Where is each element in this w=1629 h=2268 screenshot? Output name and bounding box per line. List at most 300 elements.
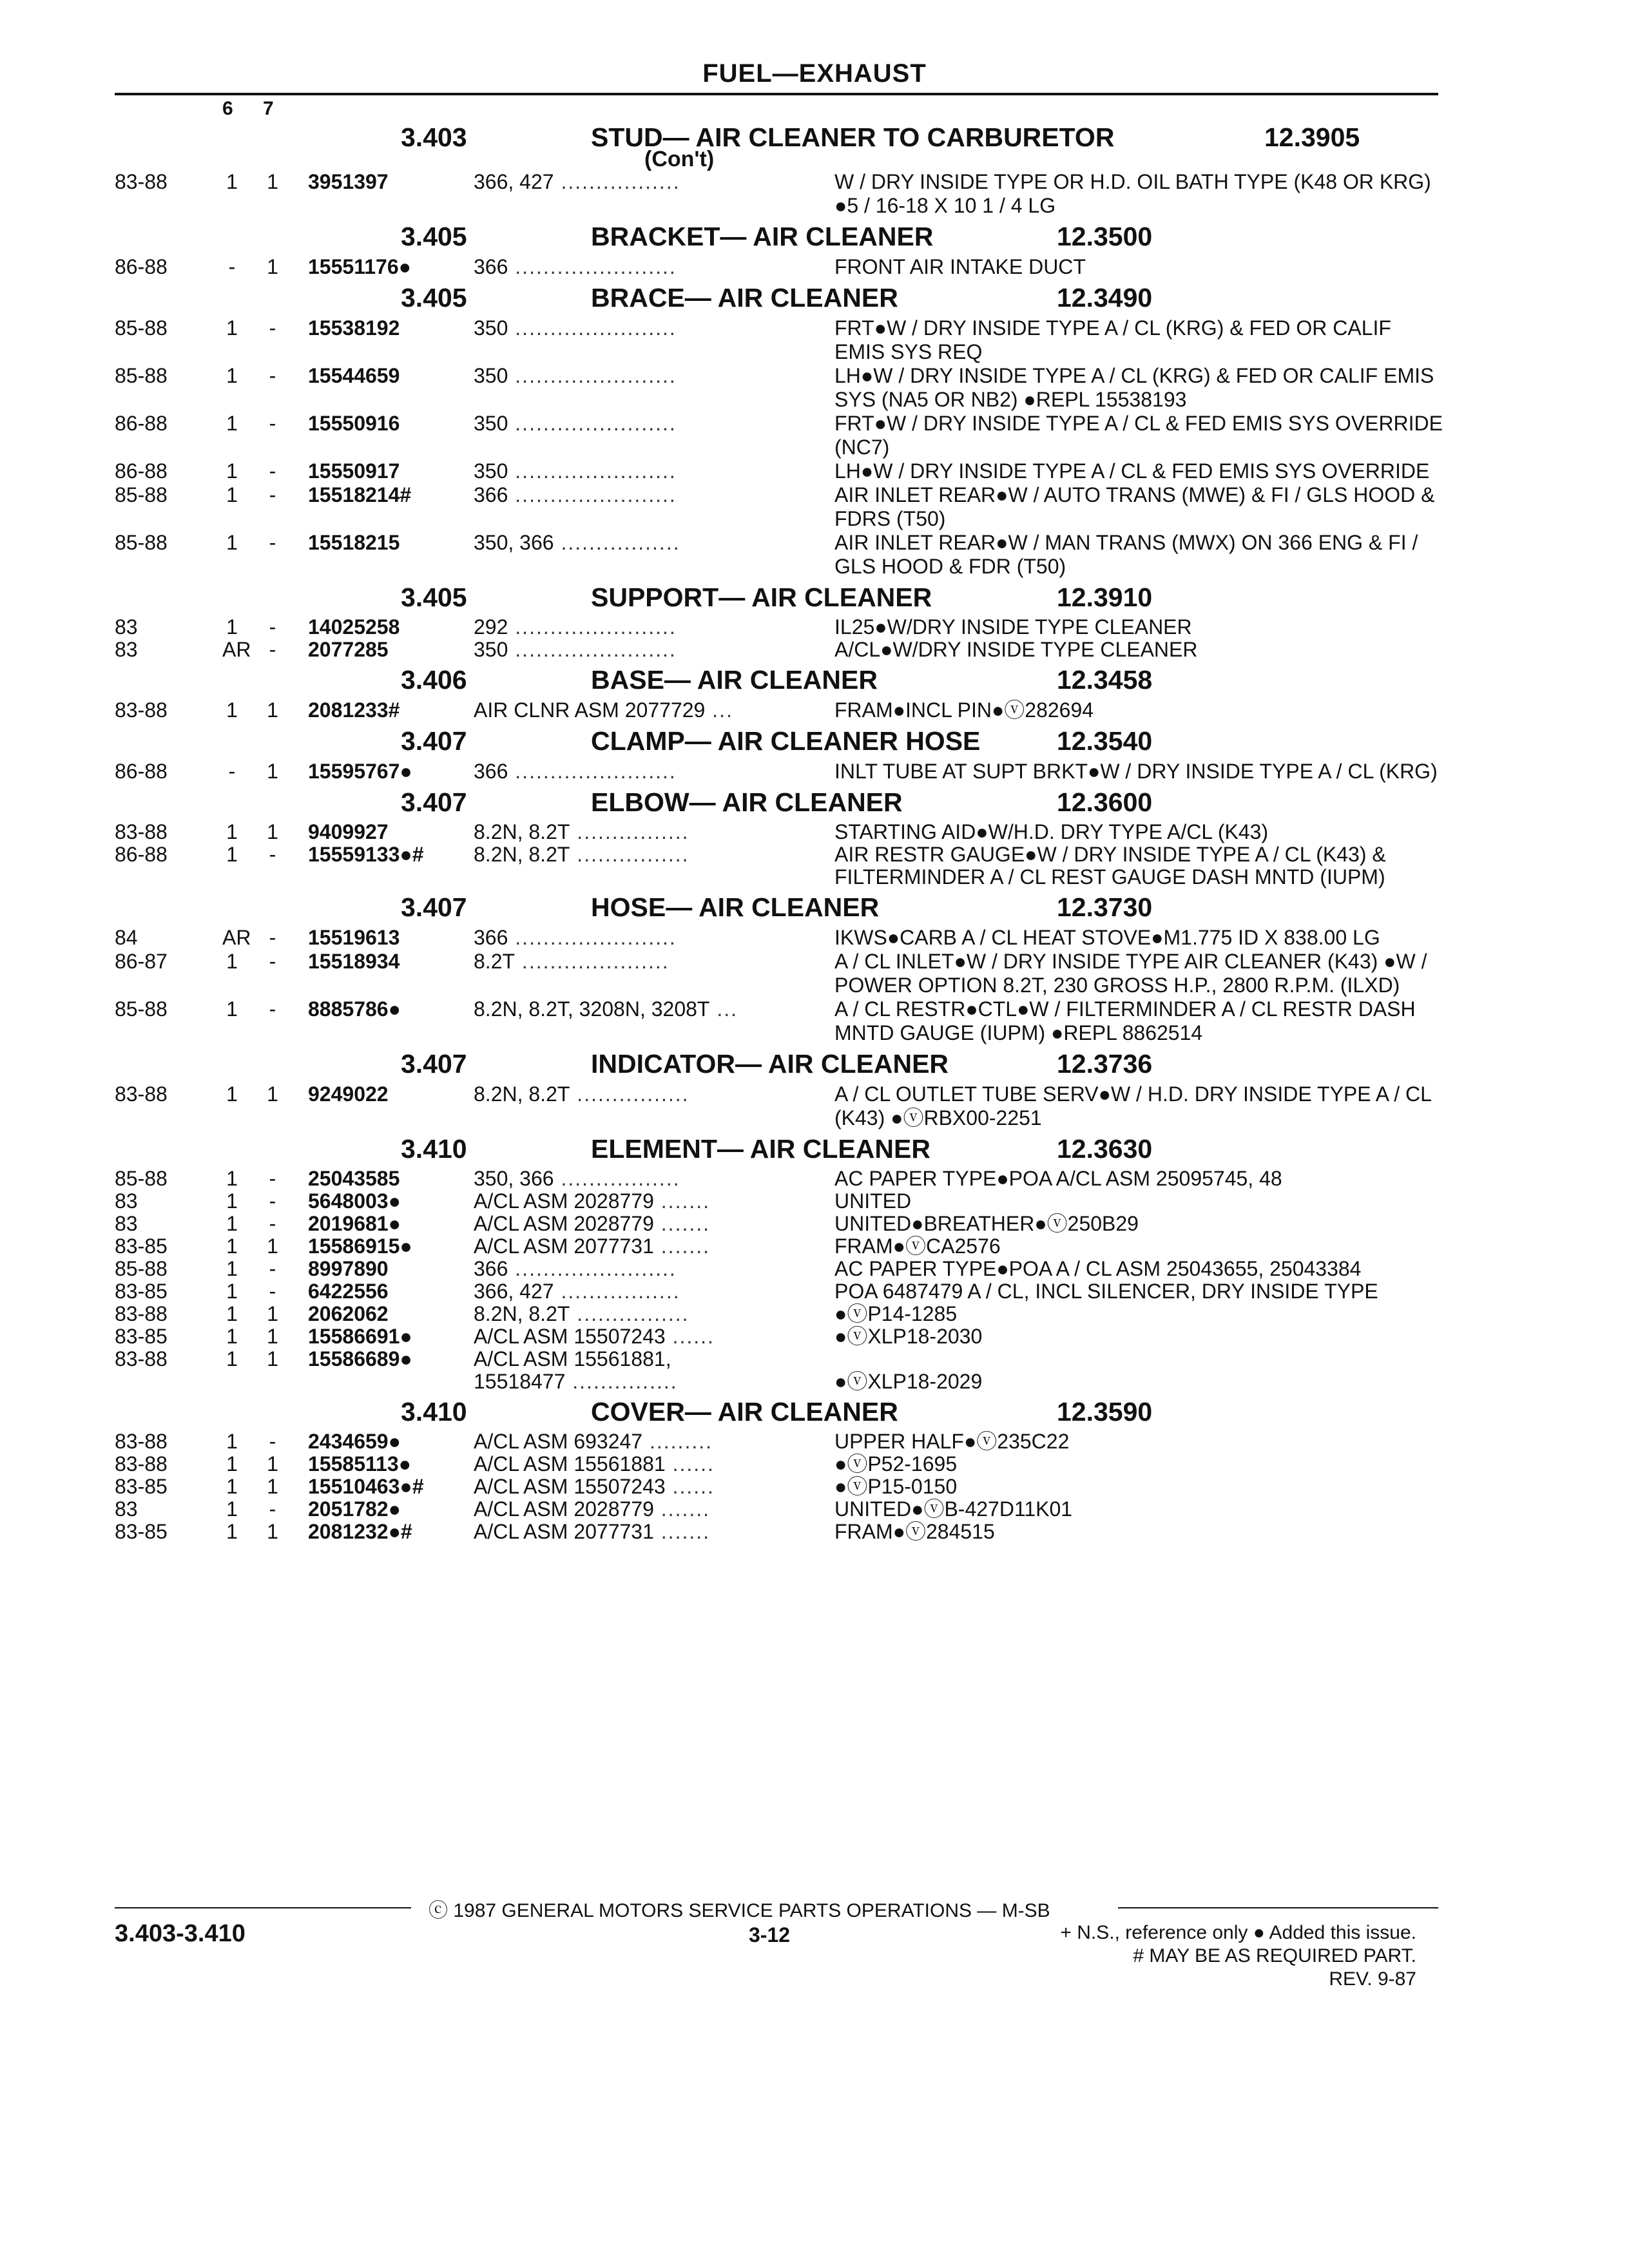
quantity-col-6: 1 [226,1167,238,1190]
section-header [0,279,1629,316]
part-row [0,1453,1629,1475]
part-number: 2081232●# [308,1520,412,1543]
leader-dots: ....... [653,1190,711,1213]
leader-dots: ............... [565,1370,678,1393]
section-code: 12.3540 [1057,726,1153,756]
quantity-col-7: 1 [267,698,278,722]
usage: A/CL ASM 15507243 [474,1475,666,1498]
model-years: 85-88 [115,483,168,506]
section-header [0,1045,1629,1082]
quantity-col-7: - [269,1167,276,1190]
usage-cell [474,760,809,783]
model-years: 86-88 [115,843,168,866]
model-years: 86-88 [115,255,168,278]
usage: 350 [474,316,508,340]
usage-cell [474,843,809,866]
section-number: 3.405 [401,283,467,312]
leader-dots: ....... [653,1235,711,1258]
description: LH●W / DRY INSIDE TYPE A / CL & FED EMIS SYS OVERRIDE [834,459,1430,483]
part-number: 15510463●# [308,1475,424,1498]
usage: A/CL ASM 15507243 [474,1325,666,1348]
model-years: 84 [115,926,138,949]
usage-cell [474,997,809,1021]
usage-cell [474,412,809,436]
top-rule [115,93,1438,95]
quantity-col-7: - [269,412,276,435]
section [0,783,1629,889]
part-number: 15586689● [308,1347,412,1370]
model-years: 83 [115,615,138,639]
quantity-col-6: - [228,255,236,278]
model-years: 85-88 [115,1257,168,1280]
usage: 350, 366 [474,1168,554,1190]
part-number: 9409927 [308,820,389,843]
description: IL25●W/DRY INSIDE TYPE CLEANER [834,615,1192,639]
quantity-col-7: - [269,483,276,506]
part-number: 15518934 [308,950,400,973]
quantity-col-7: - [269,997,276,1021]
model-years: 86-88 [115,412,168,435]
usage-cell [474,1168,809,1190]
usage-cell [474,1370,809,1393]
footer-section-range: 3.403-3.410 [115,1920,246,1947]
part-row [0,255,1629,279]
description: IKWS●CARB A / CL HEAT STOVE●M1.775 ID X 838.00 LG [834,926,1380,949]
part-row [0,364,1629,412]
usage: 15518477 [474,1370,566,1393]
usage: 8.2N, 8.2T [474,1303,570,1325]
footer-notes [1060,1921,1416,1991]
page-title: FUEL—EXHAUST [702,59,927,88]
leader-dots: ....................... [508,483,677,506]
quantity-col-6: 1 [226,483,238,506]
part-row [0,316,1629,364]
model-years: 83-88 [115,698,168,722]
leader-dots: ....................... [508,760,677,783]
description: AIR RESTR GAUGE●W / DRY INSIDE TYPE A / CL (K43) & FILTERMINDER A / CL REST GAUGE DASH MNTD (IUPM) [834,843,1386,889]
usage-cell [474,1475,809,1498]
usage-cell [474,364,809,388]
section-name: BASE— AIR CLEANER [591,665,878,695]
section [0,661,1629,722]
description: AC PAPER TYPE●POA A / CL ASM 25043655, 25043384 [834,1257,1362,1280]
usage-cell [474,1303,809,1325]
quantity-col-6: 1 [226,1082,238,1106]
description: AC PAPER TYPE●POA A/CL ASM 25095745, 48 [834,1167,1282,1190]
quantity-col-7: 1 [267,1452,278,1475]
leader-dots: ................ [570,843,689,866]
section [0,1045,1629,1130]
description: A / CL RESTR●CTL●W / FILTERMINDER A / CL RESTR DASH MNTD GAUGE (IUPM) ●REPL 8862514 [834,997,1416,1044]
footer-copyright: ⓒ 1987 GENERAL MOTORS SERVICE PARTS OPERATIONS — M-SB [429,1900,1050,1921]
quantity-col-6: 1 [226,1302,238,1325]
part-row [0,1082,1629,1130]
part-number: 2019681● [308,1212,401,1235]
quantity-col-6: AR [222,926,251,949]
usage: A/CL ASM 15561881 [474,1453,666,1475]
section-header [0,889,1629,926]
section [0,722,1629,783]
description: AIR INLET REAR●W / MAN TRANS (MWX) ON 366 ENG & FI / GLS HOOD & FDR (T50) [834,531,1418,578]
section [0,889,1629,1045]
section-name: BRACE— AIR CLEANER [591,283,898,312]
part-row [0,760,1629,783]
footer-rule-left [115,1907,411,1908]
leader-dots: ................. [554,531,680,554]
usage-cell [474,170,809,194]
leader-dots: ....................... [508,926,677,949]
part-number: 6422556 [308,1280,389,1303]
description: ●ⓥXLP18-2030 [834,1325,983,1348]
part-row [0,821,1629,843]
model-years: 83 [115,1212,138,1235]
model-years: 83-88 [115,1347,168,1370]
section-name: BRACKET— AIR CLEANER [591,222,934,251]
section-header [0,722,1629,760]
leader-dots: ....... [653,1521,711,1543]
leader-dots: ................ [570,821,689,843]
description: ●ⓥXLP18-2029 [834,1370,983,1393]
quantity-col-7: - [269,1430,276,1453]
part-number: 15544659 [308,364,400,387]
section-continued [0,147,1629,170]
quantity-col-6: 1 [226,843,238,866]
description: FRT●W / DRY INSIDE TYPE A / CL (KRG) & FED OR CALIF EMIS SYS REQ [834,316,1391,363]
usage-cell [474,1280,809,1303]
part-row [0,483,1629,531]
usage-cell [474,316,809,340]
model-years: 83-88 [115,1082,168,1106]
part-number: 15586915● [308,1235,412,1258]
model-years: 83-88 [115,1430,168,1453]
part-row [0,1348,1629,1370]
section-header [0,1130,1629,1168]
footer-rule-right [1118,1907,1438,1908]
part-number: 2051782● [308,1497,401,1521]
part-row [0,616,1629,639]
leader-dots: ... [705,698,733,722]
section-number: 3.407 [401,787,467,817]
quantity-col-7: 1 [267,255,278,278]
model-years: 83-85 [115,1280,168,1303]
section-header [0,783,1629,821]
model-years: 83-85 [115,1520,168,1543]
quantity-col-7: 1 [267,760,278,783]
quantity-col-6: 1 [226,1497,238,1521]
description: UNITED●BREATHER●ⓥ250B29 [834,1212,1139,1235]
model-years: 83-88 [115,170,168,193]
quantity-col-6: 1 [226,820,238,843]
model-years: 83 [115,638,138,661]
leader-dots: ...... [665,1453,715,1475]
usage-cell [474,1430,809,1453]
section-number: 3.405 [401,582,467,612]
usage: 292 [474,616,508,639]
part-row [0,997,1629,1045]
quantity-col-6: 1 [226,1452,238,1475]
quantity-col-7: 1 [267,1347,278,1370]
leader-dots: ....................... [508,364,677,387]
section-code: 12.3458 [1057,665,1153,695]
description: A / CL OUTLET TUBE SERV●W / H.D. DRY INSIDE TYPE A / CL (K43) ●ⓥRBX00-2251 [834,1082,1431,1129]
model-years: 83 [115,1497,138,1521]
quantity-col-7: - [269,638,276,661]
part-number: 2062062 [308,1302,389,1325]
part-number: 15585113● [308,1452,411,1475]
quantity-col-7: 1 [267,170,278,193]
section-code: 12.3910 [1057,582,1153,612]
section-header [0,579,1629,616]
section-number: 3.403 [401,122,467,152]
model-years: 85-88 [115,364,168,387]
model-years: 86-88 [115,459,168,483]
quantity-col-6: 1 [226,412,238,435]
quantity-col-6: 1 [226,1520,238,1543]
usage-cell [474,1325,809,1348]
part-row [0,1370,1629,1393]
column-header-7: 7 [263,98,274,119]
quantity-col-7: - [269,1189,276,1213]
usage-cell [474,1235,809,1258]
model-years: 86-88 [115,760,168,783]
usage: A/CL ASM 2028779 [474,1498,654,1521]
part-number: 2434659● [308,1430,401,1453]
description: ●ⓥP14-1285 [834,1302,958,1325]
description: ●ⓥP52-1695 [834,1452,958,1475]
usage: A/CL ASM 15561881, [474,1348,671,1370]
footer-note-required: # MAY BE AS REQUIRED PART. [1133,1945,1416,1966]
part-number: 15586691● [308,1325,412,1348]
usage-cell [474,1082,809,1106]
leader-dots: ....................... [508,255,677,278]
part-row [0,843,1629,889]
description: STARTING AID●W/H.D. DRY TYPE A/CL (K43) [834,820,1269,843]
quantity-col-6: 1 [226,531,238,554]
part-row [0,412,1629,459]
section-number: 3.405 [401,222,467,251]
section-code: 12.3490 [1057,283,1153,312]
part-row [0,1258,1629,1280]
part-number: 2081233# [308,698,400,722]
leader-dots: ....... [653,1498,711,1521]
quantity-col-7: - [269,531,276,554]
usage: A/CL ASM 2028779 [474,1190,654,1213]
quantity-col-6: 1 [226,1212,238,1235]
description: ●ⓥP15-0150 [834,1475,958,1498]
part-number: 2077285 [308,638,389,661]
usage: 350, 366 [474,531,554,554]
leader-dots: ...... [665,1325,715,1348]
usage-cell [474,459,809,483]
usage: 8.2N, 8.2T [474,1082,570,1106]
footer-note-legend: + N.S., reference only ● Added this issue. [1060,1922,1416,1943]
usage-cell [474,255,809,279]
usage: 8.2N, 8.2T, 3208N, 3208T [474,997,710,1021]
model-years: 83-85 [115,1235,168,1258]
section-code: 12.3736 [1057,1049,1153,1079]
usage-cell [474,950,809,974]
section [0,1130,1629,1393]
usage: 350 [474,639,508,661]
section [0,1393,1629,1543]
quantity-col-7: - [269,1497,276,1521]
leader-dots: ................. [554,1168,680,1190]
usage: 350 [474,459,508,483]
part-row [0,459,1629,483]
quantity-col-7: 1 [267,1302,278,1325]
leader-dots: ....... [653,1213,711,1235]
description: FRT●W / DRY INSIDE TYPE A / CL & FED EMIS SYS OVERRIDE (NC7) [834,412,1443,459]
usage: 8.2N, 8.2T [474,821,570,843]
description: A / CL INLET●W / DRY INSIDE TYPE AIR CLEANER (K43) ●W / POWER OPTION 8.2T, 230 GROSS H.P., 2800 R.P.M. (ILXD) [834,950,1427,997]
quantity-col-7: - [269,316,276,340]
description: UPPER HALF●ⓥ235C22 [834,1430,1070,1453]
section-code: 12.3500 [1057,222,1153,251]
quantity-col-7: 1 [267,1520,278,1543]
part-number: 15559133●# [308,843,424,866]
usage: 8.2T [474,950,516,973]
quantity-col-7: - [269,926,276,949]
part-row [0,639,1629,661]
usage-cell [474,1453,809,1475]
model-years: 83-85 [115,1475,168,1498]
usage-cell [474,1521,809,1543]
part-number: 14025258 [308,615,400,639]
quantity-col-6: 1 [226,615,238,639]
description: A/CL●W/DRY INSIDE TYPE CLEANER [834,638,1198,661]
part-number: 15551176● [308,255,411,278]
part-row [0,698,1629,722]
usage: 350 [474,364,508,387]
leader-dots: ....................... [508,459,677,483]
part-number: 15519613 [308,926,400,949]
quantity-col-6: 1 [226,1257,238,1280]
quantity-col-7: 1 [267,1475,278,1498]
section-code: 12.3905 [1264,122,1360,152]
usage-cell [474,483,809,507]
part-row [0,926,1629,950]
section-header [0,661,1629,698]
description: W / DRY INSIDE TYPE OR H.D. OIL BATH TYPE (K48 OR KRG) ●5 / 16-18 X 10 1 / 4 LG [834,170,1431,217]
leader-dots: ....................... [508,1258,677,1280]
quantity-col-7: - [269,1257,276,1280]
leader-dots: ................. [554,170,680,193]
usage: A/CL ASM 2077731 [474,1235,654,1258]
part-number: 15538192 [308,316,400,340]
part-number: 9249022 [308,1082,389,1106]
usage: 350 [474,412,508,435]
description: AIR INLET REAR●W / AUTO TRANS (MWE) & FI / GLS HOOD & FDRS (T50) [834,483,1435,530]
model-years: 83-88 [115,820,168,843]
part-number: 15550917 [308,459,400,483]
quantity-col-6: 1 [226,1280,238,1303]
section-name: CLAMP— AIR CLEANER HOSE [591,726,981,756]
footer-note-revision: REV. 9-87 [1329,1968,1416,1990]
section-header [0,1393,1629,1430]
section-number: 3.407 [401,892,467,922]
usage: 366 [474,926,508,949]
section-header [0,218,1629,255]
part-number: 8997890 [308,1257,389,1280]
part-row [0,170,1629,218]
leader-dots: ................ [570,1082,689,1106]
usage-cell [474,1258,809,1280]
quantity-col-6: 1 [226,698,238,722]
usage-cell [474,821,809,843]
usage-cell [474,1213,809,1235]
quantity-col-6: 1 [226,364,238,387]
model-years: 83-88 [115,1302,168,1325]
usage: 366, 427 [474,1280,554,1303]
leader-dots: ......... [642,1430,713,1453]
section-code: 12.3730 [1057,892,1153,922]
quantity-col-6: - [228,760,236,783]
part-row [0,1280,1629,1303]
quantity-col-7: - [269,950,276,973]
quantity-col-6: 1 [226,1475,238,1498]
section-code: 12.3630 [1057,1134,1153,1164]
section [0,579,1629,661]
footer-page-number: 3-12 [749,1923,791,1946]
model-years: 83 [115,1189,138,1213]
section-name: INDICATOR— AIR CLEANER [591,1049,949,1079]
quantity-col-6: 1 [226,1235,238,1258]
usage: 366 [474,255,508,278]
leader-dots: ..................... [515,950,670,973]
description: FRAM●ⓥ284515 [834,1520,995,1543]
quantity-col-7: 1 [267,1325,278,1348]
description: LH●W / DRY INSIDE TYPE A / CL (KRG) & FED OR CALIF EMIS SYS (NA5 OR NB2) ●REPL 15538193 [834,364,1434,411]
quantity-col-6: 1 [226,950,238,973]
part-row [0,531,1629,579]
quantity-col-6: 1 [226,1347,238,1370]
leader-dots: ....................... [508,639,677,661]
part-number: 5648003● [308,1189,401,1213]
continued-label: (Con't) [644,147,715,171]
quantity-col-7: - [269,843,276,866]
description: FRAM●ⓥCA2576 [834,1235,1001,1258]
leader-dots: ...... [665,1475,715,1498]
part-row [0,1303,1629,1325]
leader-dots: ....................... [508,316,677,340]
section [0,119,1629,218]
usage-cell [474,1498,809,1521]
usage-cell [474,639,809,661]
description: POA 6487479 A / CL, INCL SILENCER, DRY INSIDE TYPE [834,1280,1378,1303]
quantity-col-6: 1 [226,316,238,340]
description: FRAM●INCL PIN●ⓥ282694 [834,698,1094,722]
part-row [0,1168,1629,1190]
description: UNITED●ⓥB-427D11K01 [834,1497,1073,1521]
quantity-col-7: - [269,1280,276,1303]
section-number: 3.410 [401,1397,467,1427]
part-row [0,1430,1629,1453]
section-number: 3.410 [401,1134,467,1164]
quantity-col-7: 1 [267,1082,278,1106]
section-name: STUD— AIR CLEANER TO CARBURETOR [591,122,1115,152]
usage-cell [474,1190,809,1213]
leader-dots: ... [709,997,738,1021]
part-row [0,1325,1629,1348]
quantity-col-7: 1 [267,1235,278,1258]
quantity-col-7: - [269,1212,276,1235]
usage: A/CL ASM 693247 [474,1430,643,1453]
leader-dots: ....................... [508,616,677,639]
part-number: 15518214# [308,483,412,506]
quantity-col-7: - [269,364,276,387]
usage: A/CL ASM 2028779 [474,1213,654,1235]
quantity-col-7: - [269,459,276,483]
